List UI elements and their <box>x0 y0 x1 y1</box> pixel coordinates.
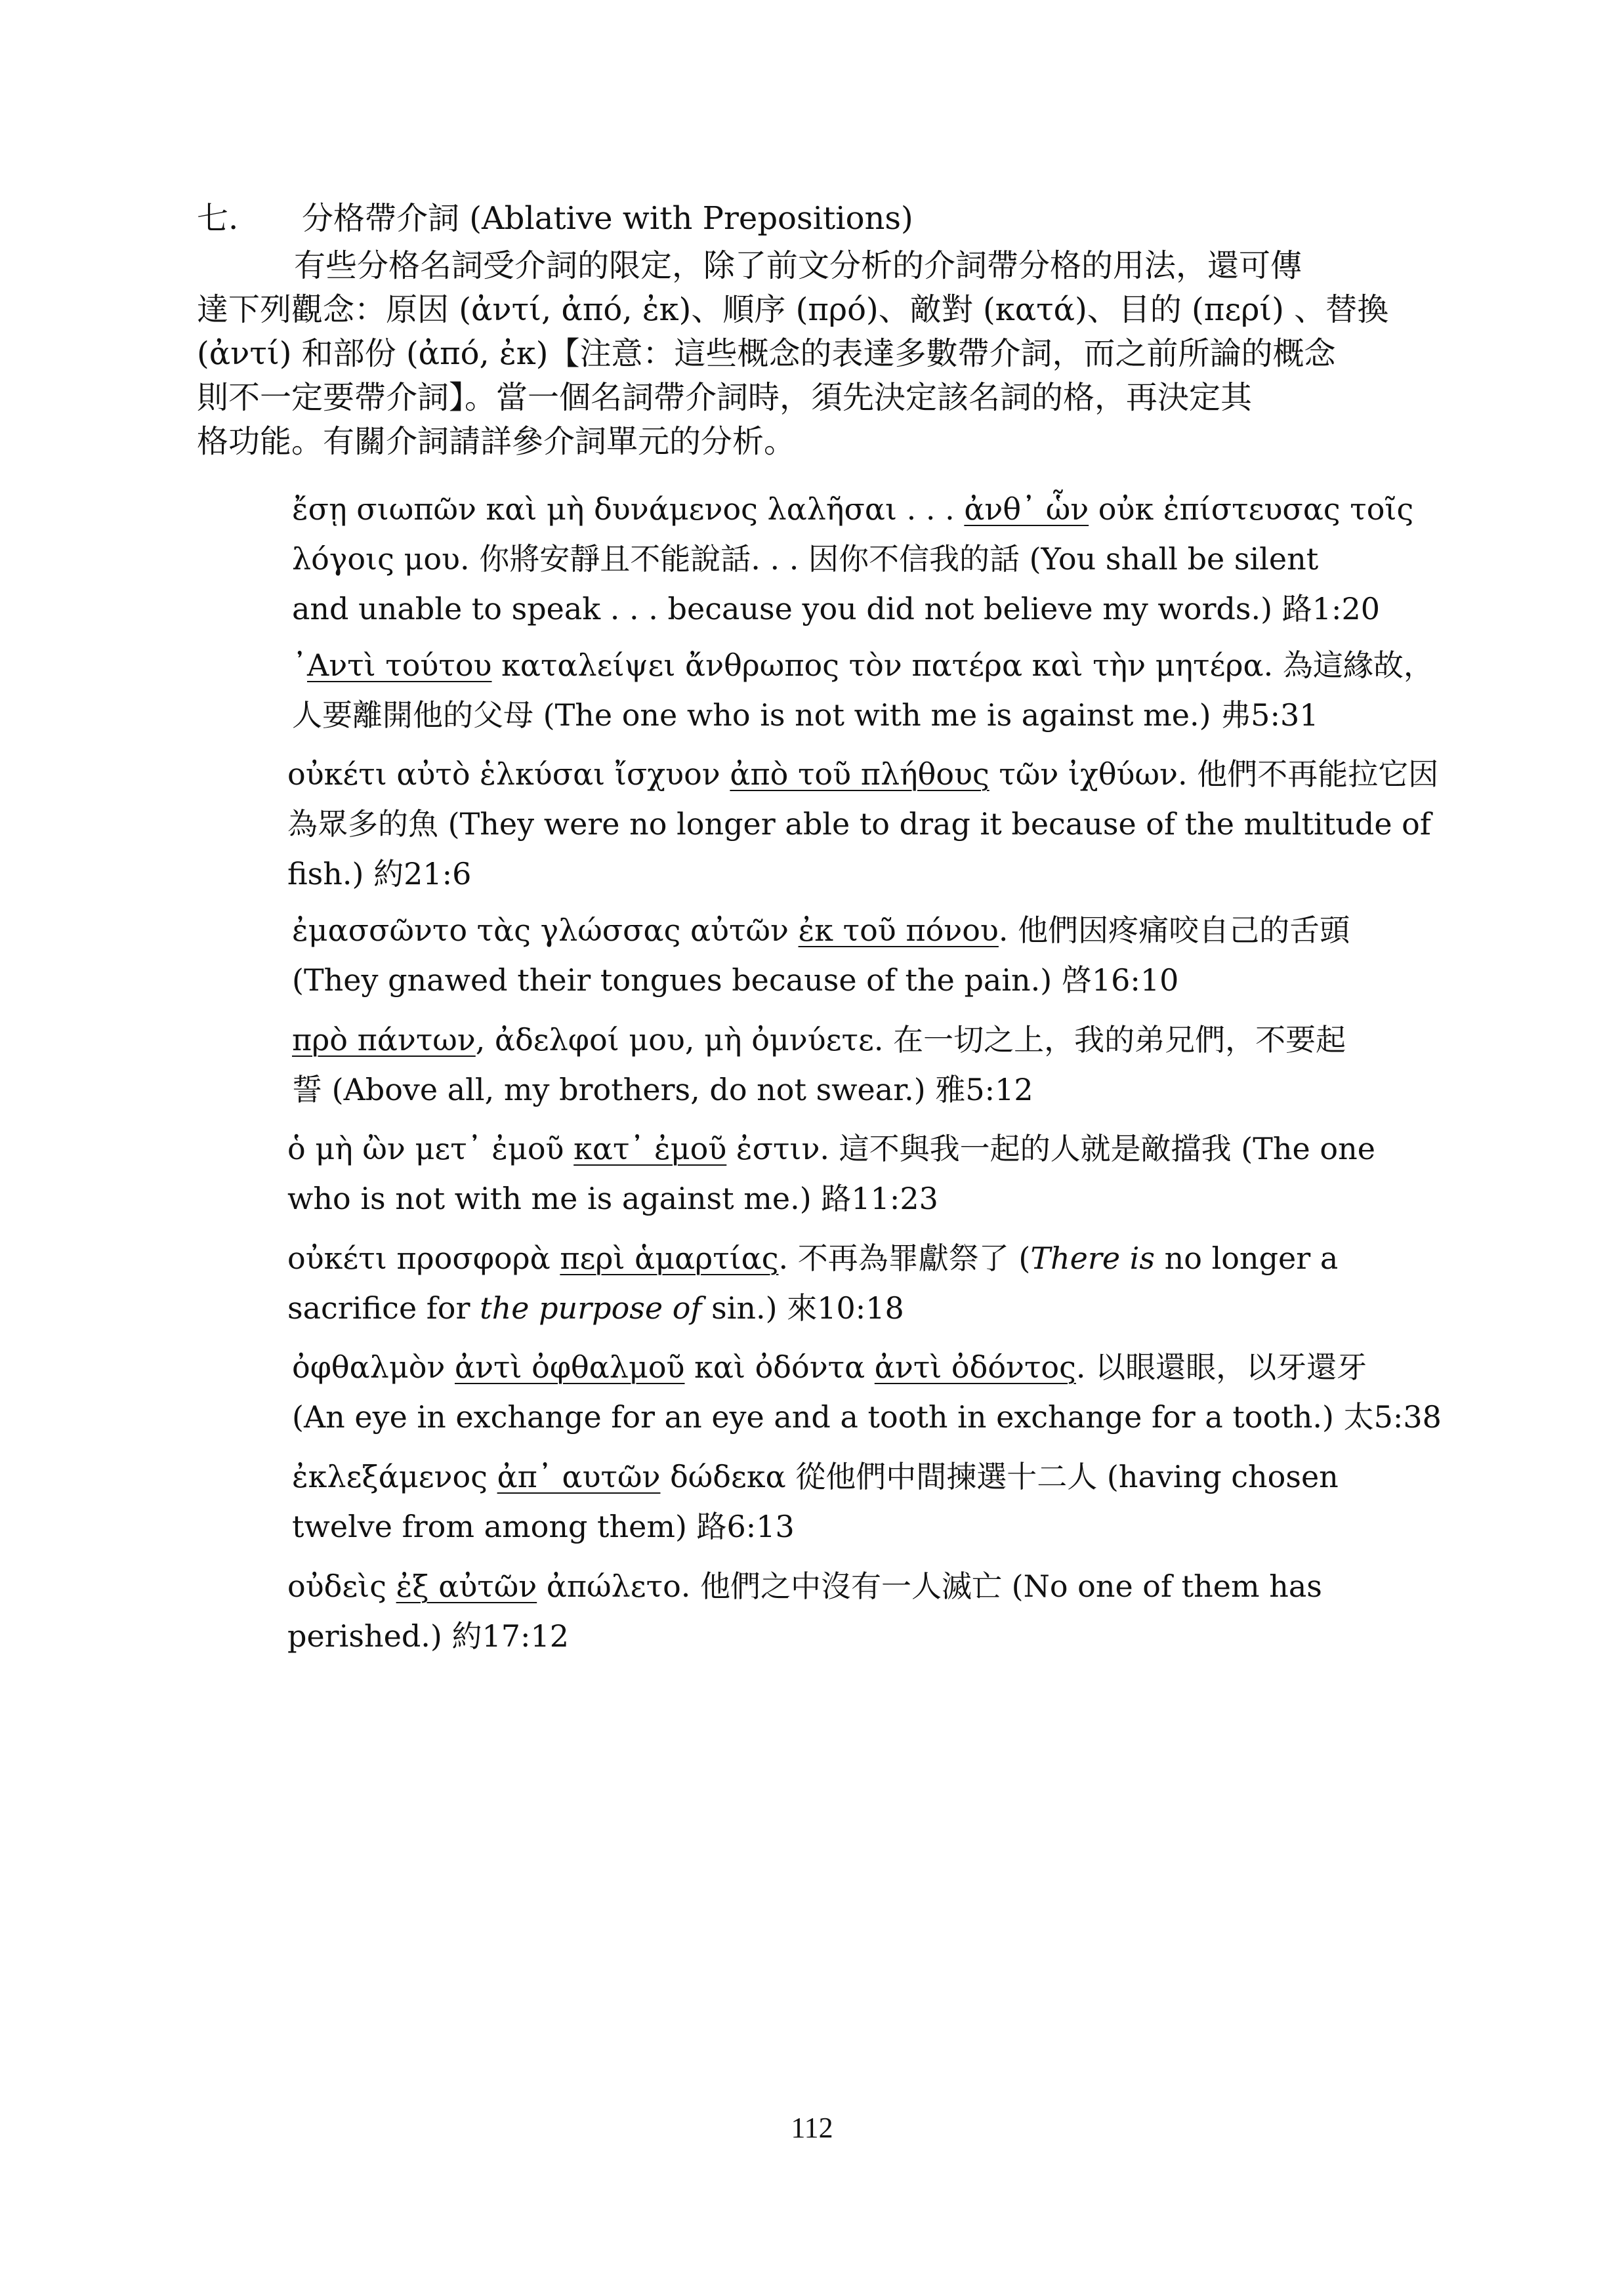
example-luke-1-20 <box>292 484 1413 634</box>
example-line: perished.) 約17:12 <box>287 1618 570 1654</box>
example-line <box>292 640 1434 690</box>
underlined-preposition: ἐξ αὐτῶν <box>396 1568 537 1604</box>
intro-line: 達下列觀念：原因 (ἀντί, ἀπό, ἐκ)、順序 (πρό)、敵對 (κατά)、目的 (περί) 、替換 <box>197 291 1389 328</box>
italic-text: There is <box>1030 1240 1155 1276</box>
english-text: no longer a <box>1155 1240 1339 1276</box>
example-line <box>287 1561 1322 1611</box>
example-line <box>292 1015 1346 1065</box>
underlined-preposition: ἀπὸ τοῦ πλήθους <box>730 756 989 792</box>
example-rev-16-10 <box>292 905 1350 1005</box>
example-line: who is not with me is against me.) 路11:23 <box>287 1181 938 1216</box>
example-line <box>292 1452 1339 1502</box>
example-line: 人要離開他的父母 (The one who is not with me is against me.) 弗5:31 <box>292 697 1319 733</box>
underlined-preposition: πρὸ πάντων <box>292 1022 476 1057</box>
example-luke-6-13 <box>292 1452 1339 1551</box>
greek-text: καὶ ὀδόντα <box>684 1349 875 1385</box>
example-matt-5-38 <box>292 1342 1442 1442</box>
example-luke-11-23 <box>287 1124 1375 1223</box>
underlined-preposition: ἀντὶ ὀφθαλμοῦ <box>455 1349 685 1385</box>
greek-text: . 不再為罪獻祭了 ( <box>778 1240 1031 1276</box>
example-line: twelve from among them) 路6:13 <box>292 1509 795 1544</box>
greek-text: ἔσῃ σιωπῶν καὶ μὴ δυνάμενος λαλῆσαι . . . <box>292 491 965 527</box>
greek-text: οὐκέτι προσφορὰ <box>287 1240 560 1276</box>
intro-line: 格功能。有關介詞請詳參介詞單元的分析。 <box>197 423 796 460</box>
example-jas-5-12 <box>292 1015 1346 1115</box>
intro-paragraph <box>197 244 1450 464</box>
greek-text: καταλείψει ἄνθρωπος τὸν πατέρα καὶ τὴν μητέρα. 為這緣故， <box>491 647 1434 683</box>
greek-text: , ἀδελφοί μου, μὴ ὀμνύετε. 在一切之上，我的弟兄們，不要起 <box>475 1022 1346 1057</box>
greek-text: ἐστιν. 這不與我一起的人就是敵擋我 (The one <box>726 1131 1375 1166</box>
example-line <box>287 1124 1375 1174</box>
greek-text: ὁ μὴ ὢν μετ᾿ ἐμοῦ <box>287 1131 574 1166</box>
example-line: fish.) 約21:6 <box>287 856 472 892</box>
example-line: 為眾多的魚 (They were no longer able to drag it because of the multitude of <box>287 806 1431 842</box>
greek-text: δώδεκα 從他們中間揀選十二人 (having chosen <box>660 1459 1339 1494</box>
greek-text: ᾿ <box>292 647 307 683</box>
example-line: 誓 (Above all, my brothers, do not swear.) 雅5:12 <box>292 1072 1033 1107</box>
example-line: and unable to speak . . . because you did not believe my words.) 路1:20 <box>292 591 1381 626</box>
intro-line: 有些分格名詞受介詞的限定，除了前文分析的介詞帶分格的用法，還可傳 <box>294 247 1302 284</box>
english-text: sin.) 來10:18 <box>701 1290 904 1326</box>
example-john-21-6 <box>287 749 1438 899</box>
example-line: (They gnawed their tongues because of the pain.) 啓16:10 <box>292 962 1179 998</box>
underlined-preposition: περὶ ἁμαρτίας <box>560 1240 779 1276</box>
example-john-17-12 <box>287 1561 1322 1661</box>
greek-text: τῶν ἰχθύων. 他們不再能拉它因 <box>989 756 1439 792</box>
example-line <box>292 1342 1442 1392</box>
underlined-preposition: ἀντὶ ὀδόντος <box>874 1349 1076 1385</box>
example-heb-10-18 <box>287 1233 1338 1333</box>
underlined-preposition: Αντὶ τούτου <box>307 647 492 683</box>
example-line: (An eye in exchange for an eye and a tooth in exchange for a tooth.) 太5:38 <box>292 1399 1442 1435</box>
underlined-preposition: ἀπ᾿ αυτῶν <box>497 1459 661 1494</box>
greek-text: οὐδεὶς <box>287 1568 396 1604</box>
underlined-preposition: κατ᾿ ἐμοῦ <box>573 1131 727 1166</box>
underlined-preposition: ἐκ τοῦ πόνου <box>798 912 999 948</box>
greek-text: ἐμασσῶντο τὰς γλώσσας αὐτῶν <box>292 912 799 948</box>
intro-line: (ἀντί) 和部份 (ἀπό, ἐκ)【注意：這些概念的表達多數帶介詞，而之前所論的概念 <box>197 335 1336 372</box>
example-line <box>292 484 1413 534</box>
example-line <box>292 905 1350 955</box>
section-heading <box>197 195 913 241</box>
example-line <box>287 1233 1338 1283</box>
greek-text: οὐκ ἐπίστευσας τοῖς <box>1089 491 1414 527</box>
intro-line: 則不一定要帶介詞】。當一個名詞帶介詞時，須先決定該名詞的格，再決定其 <box>197 379 1253 416</box>
example-eph-5-31 <box>292 640 1434 740</box>
page-number: 112 <box>791 2112 833 2144</box>
greek-text: ἀπώλετο. 他們之中沒有一人滅亡 (No one of them has <box>537 1568 1322 1604</box>
greek-text: οὐκέτι αὐτὸ ἑλκύσαι ἴσχυον <box>287 756 730 792</box>
greek-text: . 他們因疼痛咬自己的舌頭 <box>998 912 1350 948</box>
greek-text: ἐκλεξάμενος <box>292 1459 497 1494</box>
section-title: 分格帶介詞 (Ablative with Prepositions) <box>302 200 913 237</box>
example-line <box>287 1283 1338 1333</box>
underlined-preposition: ἀνθ᾿ ὧν <box>964 491 1089 527</box>
italic-text: the purpose of <box>480 1290 702 1326</box>
greek-text: . 以眼還眼，以牙還牙 <box>1075 1349 1367 1385</box>
english-text: sacrifice for <box>287 1290 480 1326</box>
greek-text: ὀφθαλμὸν <box>292 1349 455 1385</box>
example-line: λόγοις μου. 你將安靜且不能說話. . . 因你不信我的話 (You shall be silent <box>292 541 1319 577</box>
example-line <box>287 749 1438 799</box>
section-number: 七. <box>197 200 239 237</box>
